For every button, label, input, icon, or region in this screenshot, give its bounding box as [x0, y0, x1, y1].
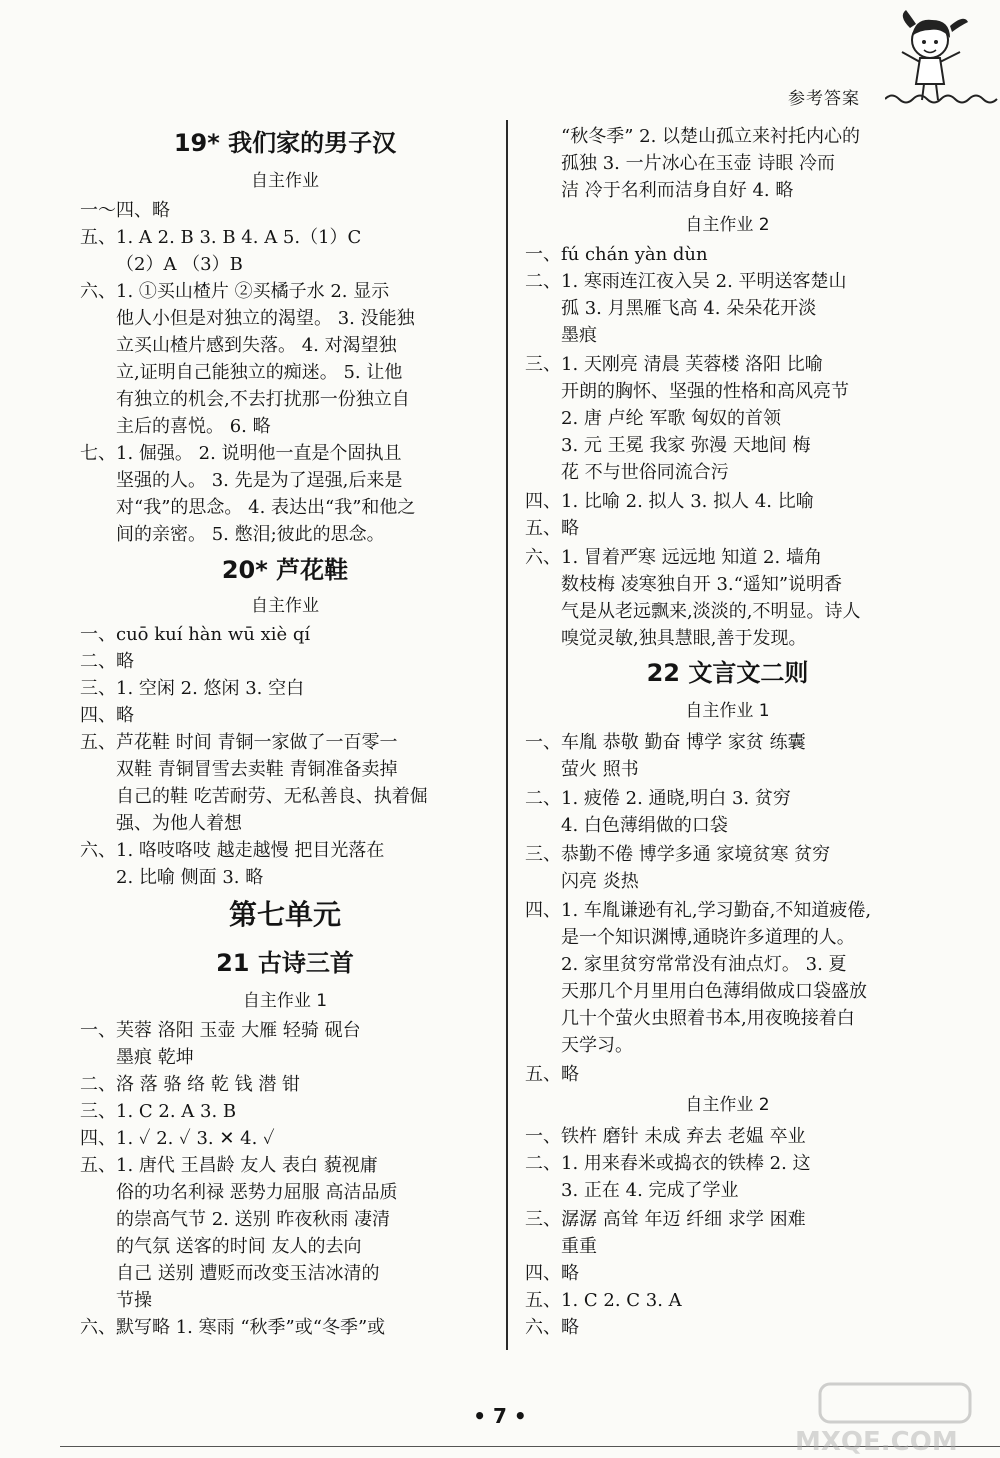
answer-line: 四、略 [525, 1263, 579, 1284]
section-title-21: 21 古诗三首 [216, 949, 354, 977]
answer-line: 七、1. 倔强。 2. 说明他一直是个固执且 [80, 443, 402, 464]
section-title-22: 22 文言文二则 [646, 659, 809, 687]
answer-line: 天那几个月里用白色薄绢做成口袋盛放 [561, 981, 867, 1002]
answer-line: 四、略 [80, 705, 134, 726]
wave-decoration-icon [885, 92, 1000, 106]
answer-line: 数枝梅 凌寒独自开 3.“遥知”说明香 [561, 574, 843, 595]
answer-line: 一、车胤 恭敬 勤奋 博学 家贫 练囊 [525, 732, 806, 753]
answer-line: 天学习。 [561, 1035, 633, 1056]
answer-line: 六、默写略 1. 寒雨 “秋季”或“冬季”或 [80, 1317, 386, 1338]
page-number: • 7 • [473, 1404, 527, 1428]
answer-line: 二、1. 疲倦 2. 通晓,明白 3. 贫穷 [525, 788, 791, 809]
answer-line: 气是从老远飘来,淡淡的,不明显。诗人 [561, 601, 861, 622]
answer-line: 四、1. 车胤谦逊有礼,学习勤奋,不知道疲倦, [525, 900, 872, 921]
answer-line: 节操 [116, 1290, 152, 1311]
answer-line: 一、铁杵 磨针 未成 弃去 老媪 卒业 [525, 1126, 806, 1147]
answer-line: 一～四、略 [80, 200, 170, 221]
answer-line: 五、略 [525, 518, 579, 539]
answer-line: 二、1. 用来舂米或捣衣的铁棒 2. 这 [525, 1153, 811, 1174]
answer-line: 墨痕 [561, 325, 597, 346]
answer-line: 墨痕 乾坤 [116, 1047, 194, 1068]
answer-line: 是一个知识渊博,通晓许多道理的人。 [561, 927, 855, 948]
answer-line: 3. 正在 4. 完成了学业 [561, 1180, 739, 1201]
answer-line: 闪亮 炎热 [561, 871, 639, 892]
answer-line: 六、1. 冒着严寒 远远地 知道 2. 墙角 [525, 547, 822, 568]
answer-line: 一、cuō kuí hàn wū xiè qí [80, 624, 311, 645]
section-subtitle: 自主作业 [251, 596, 319, 616]
answer-line: 俗的功名利禄 恶势力屈服 高洁品质 [116, 1182, 398, 1203]
section-subtitle: 自主作业 1 [242, 991, 328, 1011]
answer-line: 自己 送别 遭贬而改变玉洁冰清的 [116, 1263, 380, 1284]
section-subtitle: 自主作业 2 [685, 1095, 770, 1115]
answer-line: 三、潺潺 高耸 年迈 纤细 求学 困难 [525, 1209, 806, 1230]
answer-line: 孤独 3. 一片冰心在玉壶 诗眼 冷而 [561, 153, 836, 174]
section-title-19: 19* 我们家的男子汉 [173, 129, 397, 157]
header-label: 参考答案 [788, 89, 860, 109]
answer-line: 五、略 [525, 1064, 579, 1085]
answer-line: 三、1. 天刚亮 清晨 芙蓉楼 洛阳 比喻 [525, 354, 823, 375]
answer-line: 嗅觉灵敏,独具慧眼,善于发现。 [561, 628, 807, 649]
answer-line: 二、1. 寒雨连江夜入吴 2. 平明送客楚山 [525, 271, 847, 292]
answer-line: 一、芙蓉 洛阳 玉壶 大雁 轻骑 砚台 [80, 1020, 361, 1041]
answer-line: 一、fú chán yàn dùn [525, 244, 708, 265]
watermark-text: MXQE.COM [795, 1427, 958, 1455]
answer-line: 主后的喜悦。 6. 略 [116, 416, 271, 437]
section-title-20: 20* 芦花鞋 [221, 556, 349, 584]
answer-line: 2. 比喻 侧面 3. 略 [116, 867, 264, 888]
answer-line: 2. 家里贫穷常常没有油点灯。 3. 夏 [561, 954, 847, 975]
answer-line: 对“我”的思念。 4. 表达出“我”和他之 [116, 497, 416, 518]
answer-line: 的崇高气节 2. 送别 昨夜秋雨 凄清 [116, 1209, 391, 1230]
answer-line: 二、洛 落 骆 络 乾 钱 潜 钳 [80, 1074, 301, 1095]
answer-line: 间的亲密。 5. 憋泪;彼此的思念。 [116, 524, 385, 545]
answer-line: 他人小但是对独立的渴望。 3. 没能独 [116, 308, 415, 329]
unit-title: 第七单元 [228, 898, 341, 931]
answer-line: 坚强的人。 3. 先是为了逞强,后来是 [116, 470, 403, 491]
answer-line: 立,证明自己能独立的痴迷。 5. 让他 [116, 362, 403, 383]
answer-line: 2. 唐 卢纶 军歌 匈奴的首领 [561, 408, 782, 429]
answer-line: （2）A （3）B [116, 254, 243, 275]
answer-line: 三、恭勤不倦 博学多通 家境贫寒 贫穷 [525, 844, 831, 865]
answer-line: “秋冬季” 2. 以楚山孤立来衬托内心的 [561, 126, 861, 147]
watermark-logo-icon [760, 1380, 995, 1455]
answer-line: 四、1. ✓ 2. ✓ 3. ✕ 4. ✓ [80, 1128, 275, 1149]
answer-line: 几十个萤火虫照着书本,用夜晚接着白 [561, 1008, 855, 1029]
answer-line: 五、1. A 2. B 3. B 4. A 5.（1）C [80, 227, 362, 248]
answer-line: 五、1. 唐代 王昌龄 友人 表白 藐视庸 [80, 1155, 378, 1176]
section-subtitle: 自主作业 [251, 171, 319, 191]
answer-line: 洁 冷于名利而洁身自好 4. 略 [561, 180, 794, 201]
answer-line: 三、1. 空闲 2. 悠闲 3. 空白 [80, 678, 305, 699]
answer-line: 自己的鞋 吃苦耐劳、无私善良、执着倔 [116, 786, 428, 807]
answer-line: 六、1. ①买山楂片 ②买橘子水 2. 显示 [80, 281, 390, 302]
answer-line: 花 不与世俗同流合污 [561, 462, 729, 483]
answer-line: 开朗的胸怀、坚强的性格和高风亮节 [561, 381, 849, 402]
section-subtitle: 自主作业 2 [685, 215, 770, 235]
answer-line: 二、略 [80, 651, 134, 672]
answer-line: 双鞋 青铜冒雪去卖鞋 青铜准备卖掉 [116, 759, 398, 780]
answer-line: 的气氛 送客的时间 友人的去向 [116, 1236, 362, 1257]
answer-line: 孤 3. 月黑雁飞高 4. 朵朵花开淡 [561, 298, 817, 319]
answer-line: 五、1. C 2. C 3. A [525, 1290, 682, 1311]
section-subtitle: 自主作业 1 [685, 701, 770, 721]
answer-line: 强、为他人着想 [116, 813, 242, 834]
answer-line: 三、1. C 2. A 3. B [80, 1101, 237, 1122]
answer-line: 4. 白色薄绢做的口袋 [561, 815, 728, 836]
answer-line: 萤火 照书 [561, 759, 639, 780]
column-divider [506, 120, 508, 1350]
answer-line: 立买山楂片感到失落。 4. 对渴望独 [116, 335, 397, 356]
answer-line: 四、1. 比喻 2. 拟人 3. 拟人 4. 比喻 [525, 491, 814, 512]
answer-line: 重重 [561, 1236, 597, 1257]
answer-line: 六、略 [525, 1317, 579, 1338]
answer-line: 五、芦花鞋 时间 青铜一家做了一百零一 [80, 732, 398, 753]
answer-line: 有独立的机会,不去打扰那一份独立自 [116, 389, 410, 410]
answer-line: 六、1. 咯吱咯吱 越走越慢 把目光落在 [80, 840, 385, 861]
answer-line: 3. 元 王冕 我家 弥漫 天地间 梅 [561, 435, 811, 456]
